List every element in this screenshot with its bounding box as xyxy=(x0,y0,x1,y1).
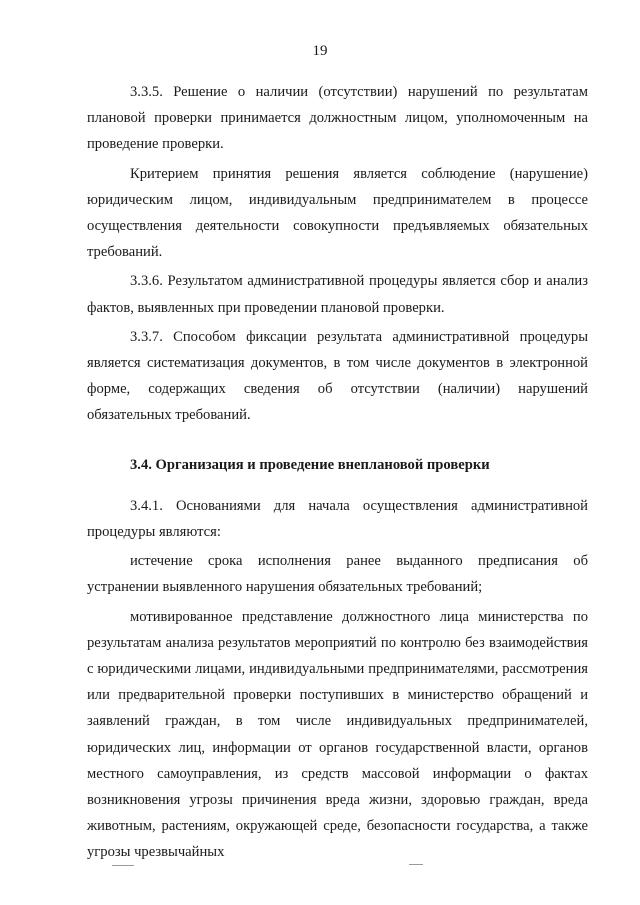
paragraph-decision-criterion: Критерием принятия решения является соблюдение (нарушение) юридическим лицом, индивидуальным предпринимателем в процессе осуществления деятельности совокупности предъявляемых обязательных требований. xyxy=(87,165,588,261)
paragraph-3-3-7: 3.3.7. Способом фиксации результата административной процедуры является систематизация документов, в том числе документов в электронной форме, содержащих сведения об отсутствии (наличии) нарушений обязательных требований. xyxy=(87,328,588,424)
scan-artifact-left xyxy=(112,865,134,866)
page-number: 19 xyxy=(312,43,328,59)
paragraph-3-4-1: 3.4.1. Основаниями для начала осуществления административной процедуры являются: xyxy=(87,497,588,541)
scan-artifact-right xyxy=(409,864,423,865)
paragraph-3-3-5: 3.3.5. Решение о наличии (отсутствии) нарушений по результатам плановой проверки принимается должностным лицом, уполномоченным на проведение проверки. xyxy=(87,84,588,153)
paragraph-basis-expiry: истечение срока исполнения ранее выданного предписания об устранении выявленного нарушения обязательных требований; xyxy=(87,553,588,596)
paragraph-basis-motivated-submission: мотивированное представление должностного лица министерства по результатам анализа результатов мероприятий по контролю без взаимодействия с юридическими лицами, индивидуальными предпринимателями, рассмотрения или предварительной проверки поступивших в министерство обращений и заявлений граждан, в том числе индивидуальных предпринимателей, юридических лиц, информации от органов государственной власти, органов местного самоуправления, из средств массовой информации о фактах возникновения угрозы причинения вреда жизни, здоровью граждан, вреда животным, растениям, окружающей среде, безопасности государства, а также угрозы чрезвычайных xyxy=(87,608,588,861)
section-heading-3-4: 3.4. Организация и проведение внеплановой проверки xyxy=(130,456,490,473)
paragraph-3-3-6: 3.3.6. Результатом административной процедуры является сбор и анализ фактов, выявленных при проведении плановой проверки. xyxy=(87,273,588,316)
document-body xyxy=(87,79,588,866)
